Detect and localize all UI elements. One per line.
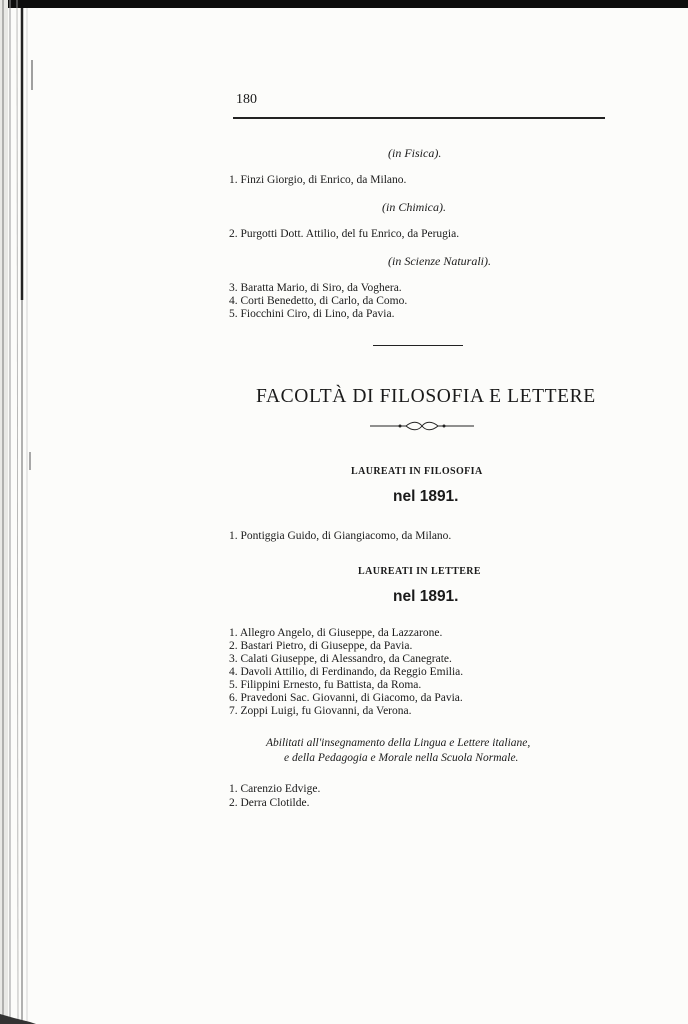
section-divider bbox=[373, 345, 463, 346]
list-item: 2. Purgotti Dott. Attilio, del fu Enrico, da Perugia. bbox=[229, 228, 460, 240]
philosophy-year: nel 1891. bbox=[393, 488, 459, 505]
list-item: 5. Fiocchini Ciro, di Lino, da Pavia. bbox=[229, 308, 395, 320]
list-item: 3. Calati Giuseppe, di Alessandro, da Canegrate. bbox=[229, 653, 452, 665]
natural-sciences-subheading: (in Scienze Naturali). bbox=[388, 254, 491, 268]
letters-heading: LAUREATI IN LETTERE bbox=[358, 566, 482, 577]
list-item: 1. Carenzio Edvige. bbox=[229, 783, 321, 795]
physics-subheading: (in Fisica). bbox=[388, 146, 442, 160]
qualification-note-line2: e della Pedagogia e Morale nella Scuola Normale. bbox=[284, 752, 519, 764]
philosophy-heading: LAUREATI IN FILOSOFIA bbox=[351, 466, 483, 477]
scan-binding-edge bbox=[0, 0, 34, 1024]
list-item: 4. Corti Benedetto, di Carlo, da Como. bbox=[229, 295, 408, 307]
list-item: 1. Pontiggia Guido, di Giangiacomo, da Milano. bbox=[229, 530, 452, 542]
list-item: 5. Filippini Ernesto, fu Battista, da Roma. bbox=[229, 679, 422, 691]
list-item: 2. Bastari Pietro, di Giuseppe, da Pavia. bbox=[229, 640, 413, 652]
qualification-note-line1: Abilitati all'insegnamento della Lingua e Lettere italiane, bbox=[266, 737, 531, 749]
letters-year: nel 1891. bbox=[393, 588, 459, 605]
list-item: 4. Davoli Attilio, di Ferdinando, da Reggio Emilia. bbox=[229, 666, 464, 678]
list-item: 7. Zoppi Luigi, fu Giovanni, da Verona. bbox=[229, 705, 412, 717]
scan-top-edge bbox=[0, 0, 688, 8]
list-item: 3. Baratta Mario, di Siro, da Voghera. bbox=[229, 282, 402, 294]
list-item: 6. Pravedoni Sac. Giovanni, di Giacomo, da Pavia. bbox=[229, 692, 463, 704]
scan-bottom-shadow bbox=[0, 1008, 36, 1024]
list-item: 1. Allegro Angelo, di Giuseppe, da Lazzarone. bbox=[229, 627, 443, 639]
chemistry-subheading: (in Chimica). bbox=[382, 200, 446, 214]
header-rule bbox=[233, 117, 605, 119]
list-item: 1. Finzi Giorgio, di Enrico, da Milano. bbox=[229, 174, 407, 186]
page-number: 180 bbox=[236, 92, 257, 107]
faculty-title: FACOLTÀ DI FILOSOFIA E LETTERE bbox=[256, 386, 596, 407]
ornament-icon bbox=[370, 421, 474, 431]
list-item: 2. Derra Clotilde. bbox=[229, 797, 310, 809]
